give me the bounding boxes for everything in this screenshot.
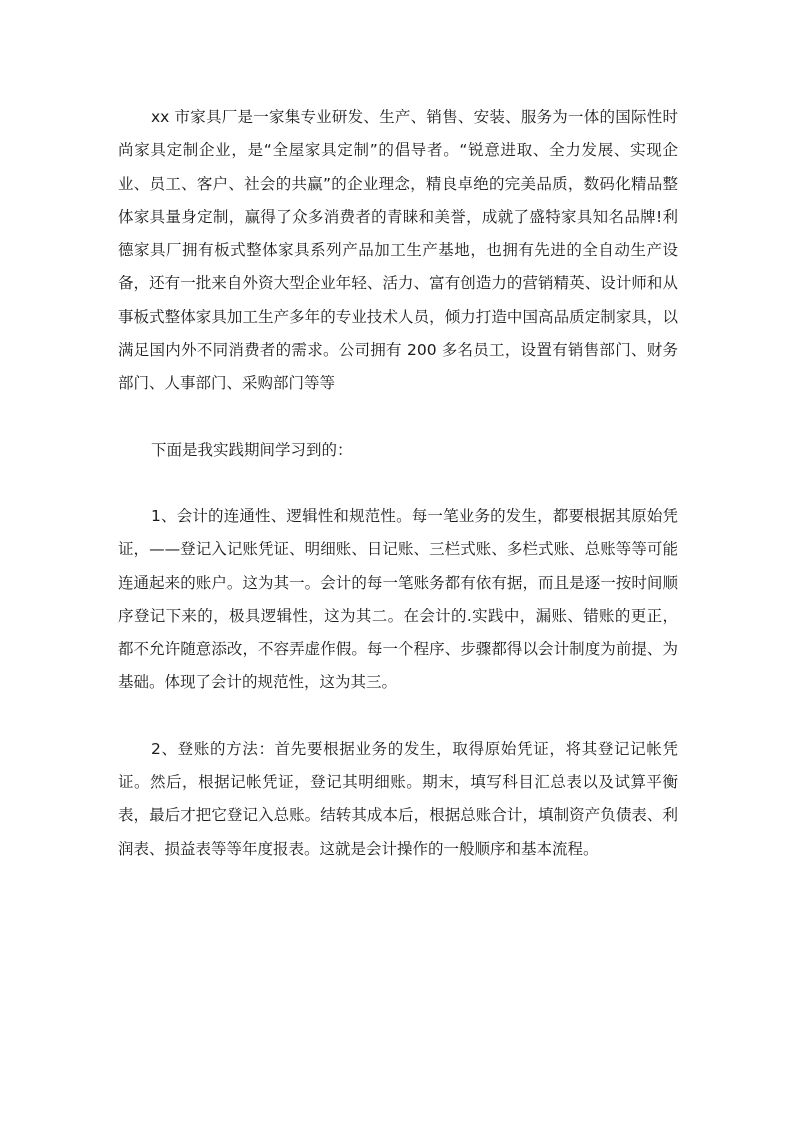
document-body: [118, 101, 678, 866]
paragraph-spacer: [118, 467, 678, 500]
point-1-paragraph: 1、会计的连通性、逻辑性和规范性。每一笔业务的发生，都要根据其原始凭证，——登记入记账凭证、明细账、日记账、三栏式账、多栏式账、总账等等可能连通起来的账户。这为其一。会计的每一笔账务都有依有据，而且是逐一按时间顺序登记下来的，极具逻辑性，这为其二。在会计的.实践中，漏账、错账的更正，都不允许随意添改，不容弄虚作假。每一个程序、步骤都得以会计制度为前提、为基础。体现了会计的规范性，这为其三。: [118, 506, 678, 692]
learning-intro-paragraph: 下面是我实践期间学习到的：: [151, 440, 353, 459]
paragraph-spacer: [118, 401, 678, 434]
company-intro-paragraph: xx 市家具厂是一家集专业研发、生产、销售、安装、服务为一体的国际性时尚家具定制企业，是“全屋家具定制”的倡导者。“锐意进取、全力发展、实现企业、员工、客户、社会的共赢”的企业理念，精良卓绝的完美品质，数码化精品整体家具量身定制，赢得了众多消费者的青睐和美誉，成就了盛特家具知名品牌!利德家具厂拥有板式整体家具系列产品加工生产基地，也拥有先进的全自动生产设备，还有一批来自外资大型企业年轻、活力、富有创造力的营销精英、设计师和从事板式整体家具加工生产多年的专业技术人员，倾力打造中国高品质定制家具，以满足国内外不同消费者的需求。公司拥有 200 多名员工，设置有销售部门、财务部门、人事部门、采购部门等等: [118, 108, 678, 393]
paragraph-spacer: [118, 700, 678, 733]
point-2-paragraph: 2、登账的方法：首先要根据业务的发生，取得原始凭证，将其登记记帐凭证。然后，根据记帐凭证，登记其明细账。期末，填写科目汇总表以及试算平衡表，最后才把它登记入总账。结转其成本后，根据总账合计，填制资产负债表、利润表、损益表等等年度报表。这就是会计操作的一般顺序和基本流程。: [118, 739, 678, 858]
